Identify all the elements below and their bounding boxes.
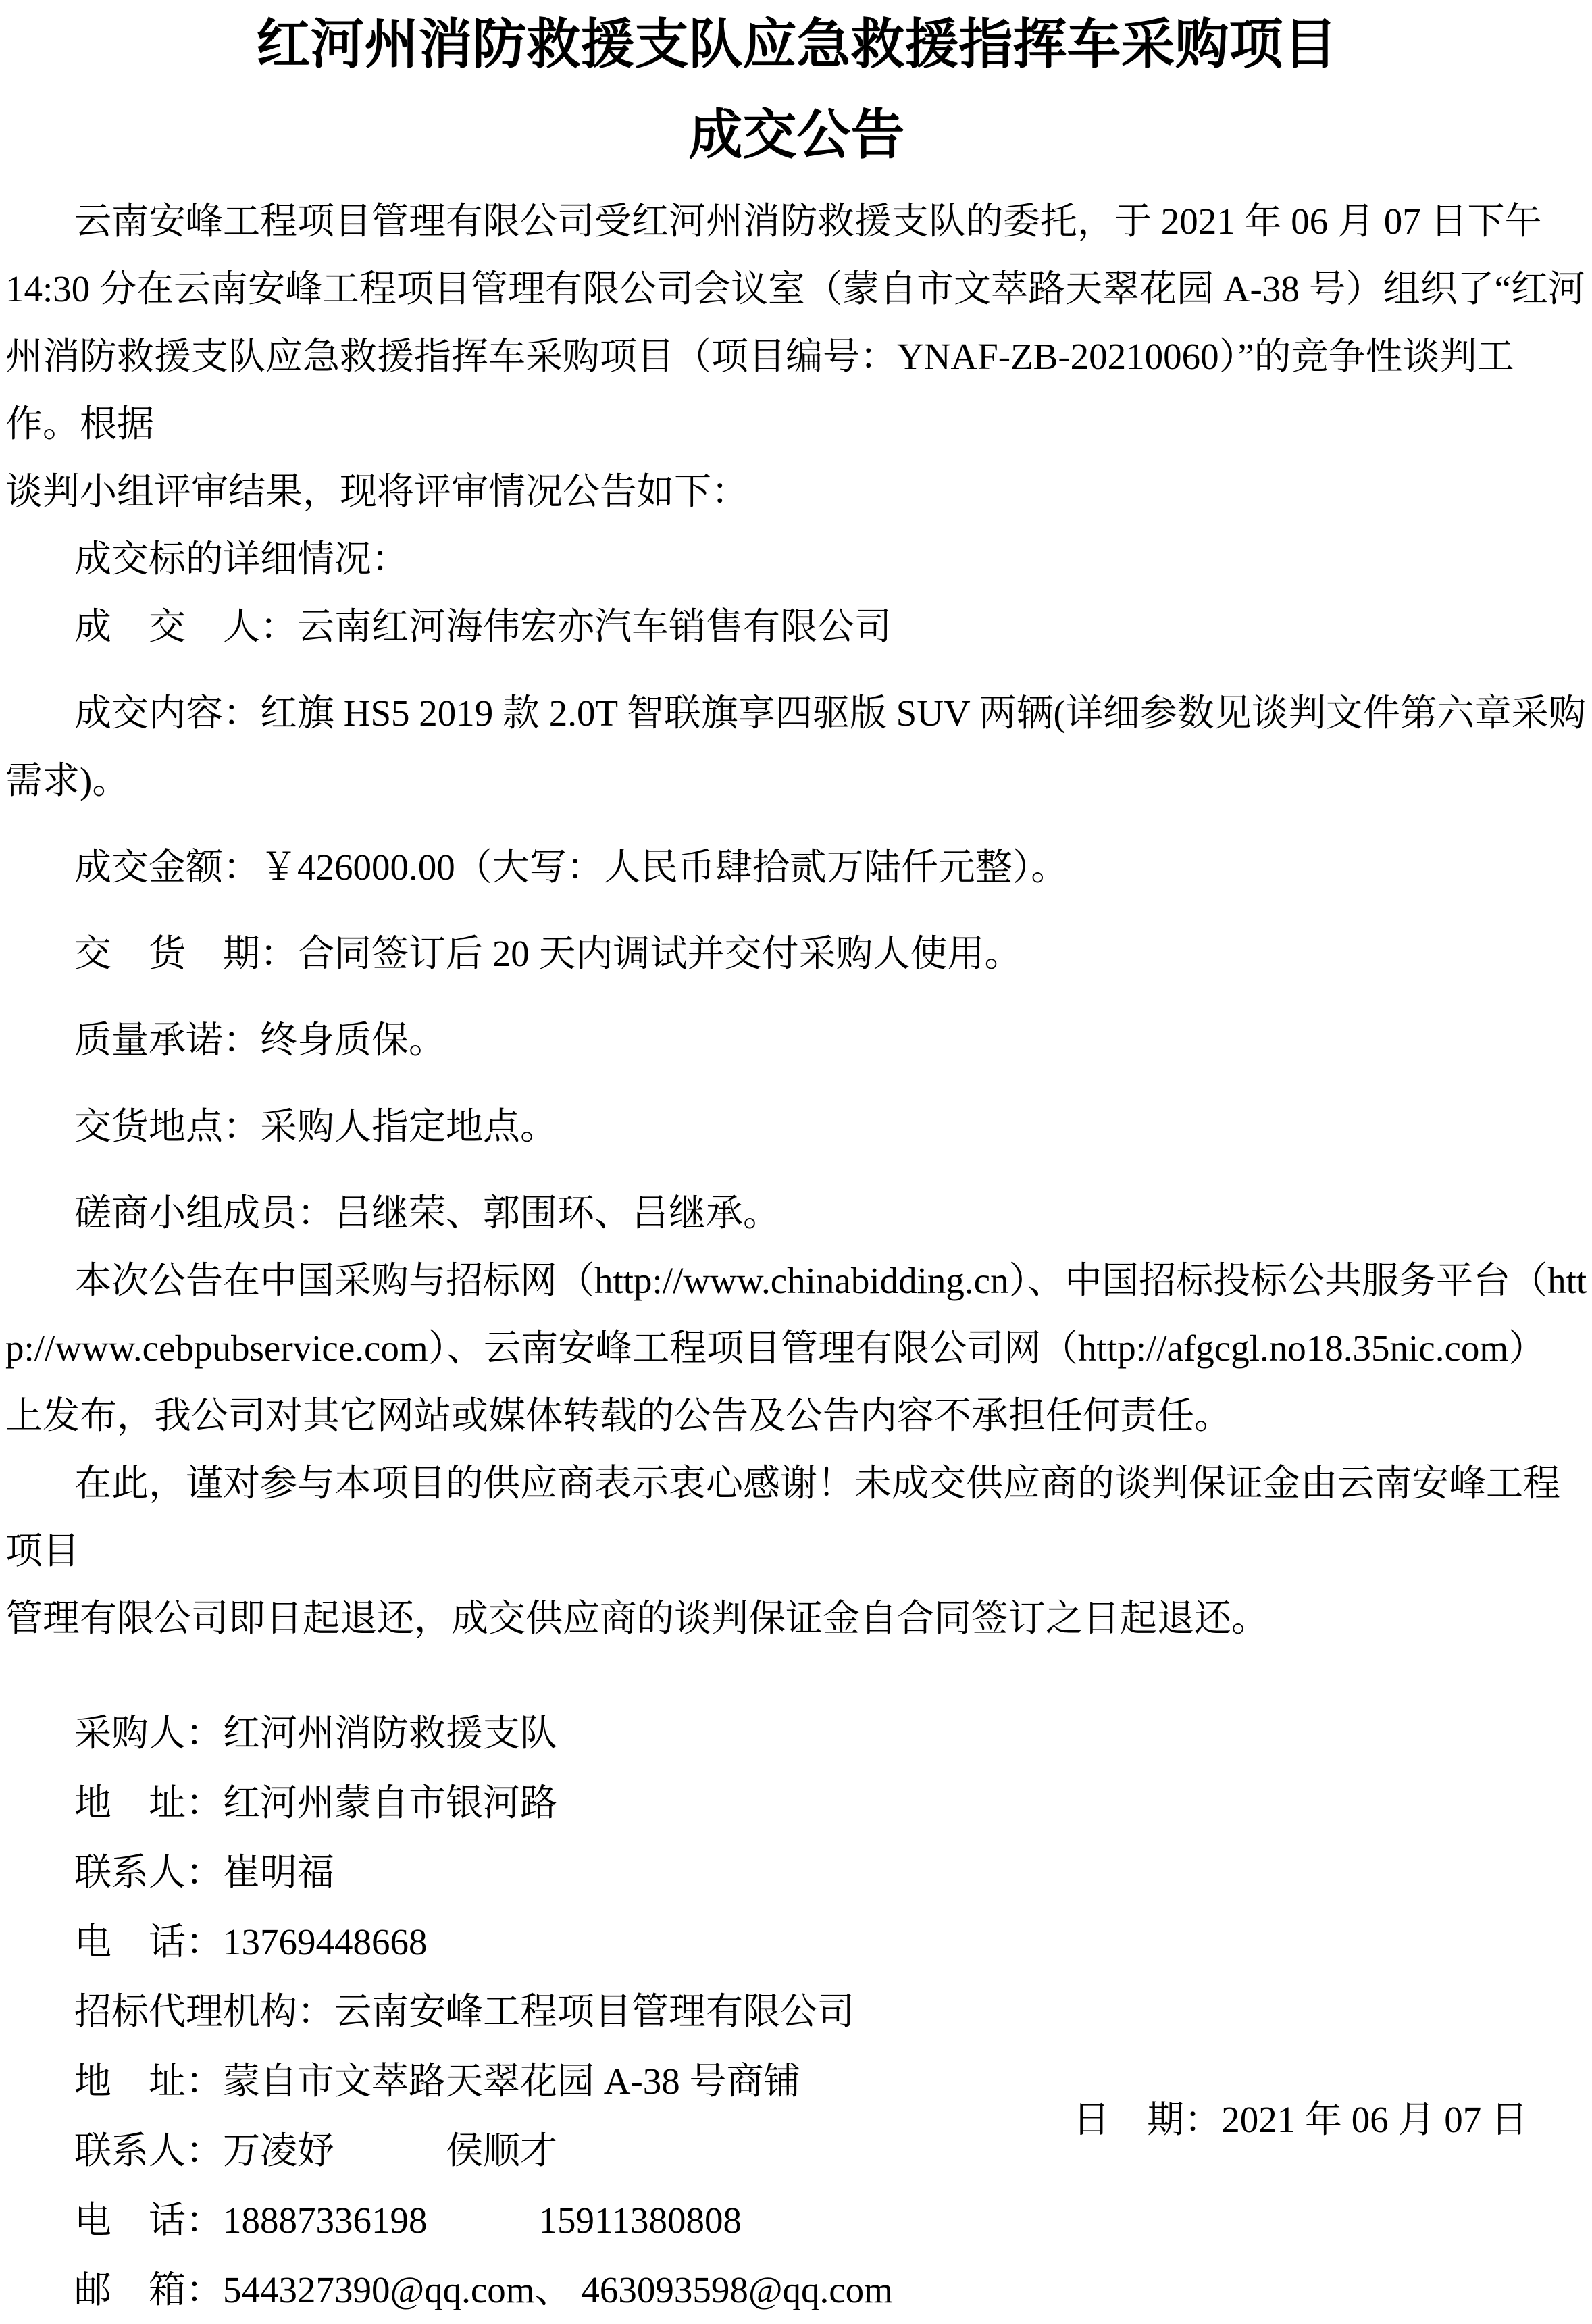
document-title: 红河州消防救援支队应急救援指挥车采购项目 [256,16,1337,75]
agency-phone: 电 话：18887336198 15911380808 [74,2200,742,2241]
award-amount: 成交金额：￥426000.00（大写：人民币肆拾贰万陆仟元整）。 [74,847,1069,888]
purchaser-contact: 联系人：崔明福 [74,1852,335,1893]
document-subtitle: 成交公告 [688,106,905,166]
award-delivery-time: 交 货 期：合同签订后 20 天内调试并交付采购人使用。 [74,933,1022,974]
award-quality: 质量承诺：终身质保。 [74,1019,446,1061]
intro-line: 州消防救援支队应急救援指挥车采购项目（项目编号：YNAF-ZB-20210060）”的竞争性谈判工作。根据 [5,336,1514,445]
award-content: 成交内容：红旗 HS5 2019 款 2.0T 智联旗享四驱版 SUV 两辆(详细参数见谈判文件第六章采购需求)。 [5,692,1586,801]
publish-line: p://www.cebpubservice.com）、云南安峰工程项目管理有限公司网（http://afgcgl.no18.35nic.com） [5,1328,1546,1369]
announcement-date: 日 期：2021 年 06 月 07 日 [1073,2099,1528,2140]
award-winner: 成 交 人：云南红河海伟宏亦汽车销售有限公司 [74,606,892,647]
publish-line: 上发布，我公司对其它网站或媒体转载的公告及公告内容不承担任何责任。 [5,1395,1232,1436]
intro-line: 谈判小组评审结果，现将评审情况公告如下： [5,471,749,512]
purchaser-name: 采购人：红河州消防救援支队 [74,1713,558,1754]
agency-email: 邮 箱：544327390@qq.com、 463093598@qq.com [74,2269,893,2310]
intro-line: 14:30 分在云南安峰工程项目管理有限公司会议室（蒙自市文萃路天翠花园 A-38 号）组织了“红河 [5,268,1585,309]
award-details-heading: 成交标的详细情况： [74,538,409,580]
agency-name: 招标代理机构：云南安峰工程项目管理有限公司 [74,1991,855,2032]
thanks-line: 管理有限公司即日起退还，成交供应商的谈判保证金自合同签订之日起退还。 [5,1598,1269,1639]
thanks-line: 在此，谨对参与本项目的供应商表示衷心感谢！未成交供应商的谈判保证金由云南安峰工程项目 [5,1463,1561,1571]
publish-line: 本次公告在中国采购与招标网（http://www.chinabidding.cn）、中国招标投标公共服务平台（htt [74,1260,1587,1301]
award-delivery-place: 交货地点：采购人指定地点。 [74,1106,558,1147]
award-panel-members: 磋商小组成员：吕继荣、郭围环、吕继承。 [74,1192,781,1234]
purchaser-address: 地 址：红河州蒙自市银河路 [74,1782,558,1823]
purchaser-phone: 电 话：13769448668 [74,1921,428,1963]
contact-footer [5,1700,1588,2324]
agency-address: 地 址：蒙自市文萃路天翠花园 A-38 号商铺 [74,2061,801,2102]
intro-line: 云南安峰工程项目管理有限公司受红河州消防救援支队的委托，于 2021 年 06 月 07 日下午 [74,201,1542,242]
intro-paragraph [5,188,1588,2324]
agency-contact: 联系人：万凌妤 侯顺才 [74,2130,558,2171]
